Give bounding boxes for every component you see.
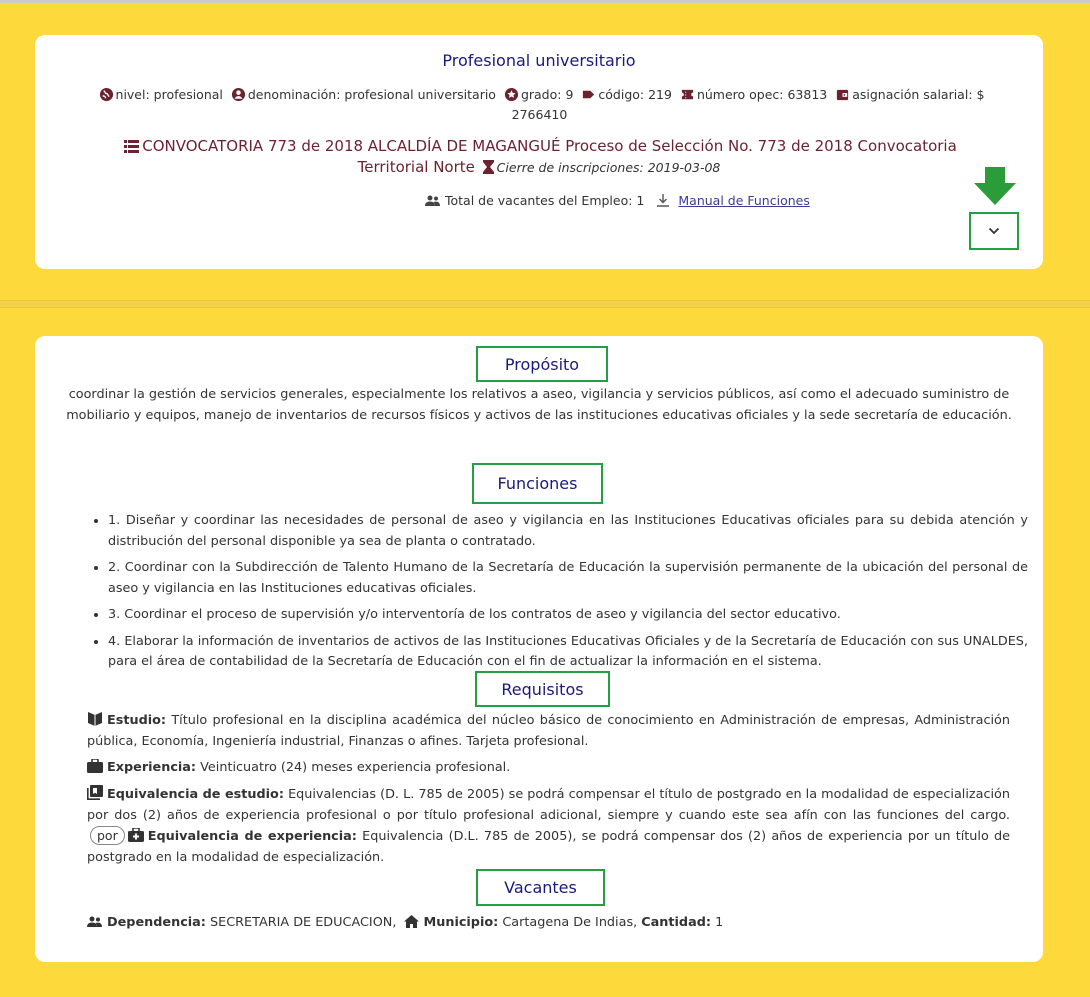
denominacion-text: denominación: profesional universitario xyxy=(247,87,496,102)
dependencia-text: SECRETARIA DE EDUCACION, xyxy=(210,915,397,930)
manual-funciones-link[interactable]: Manual de Funciones xyxy=(678,193,810,208)
download-icon xyxy=(656,193,670,207)
experiencia-row xyxy=(87,758,1010,779)
salario-text: asignación salarial: $ 2766410 xyxy=(511,87,985,122)
library-icon xyxy=(87,785,103,800)
vacantes-row xyxy=(87,913,1010,934)
por-badge: por xyxy=(90,826,125,845)
job-summary-card xyxy=(35,35,1043,269)
experiencia-text: Veinticuatro (24) meses experiencia profesional. xyxy=(200,760,511,775)
vacantes-heading: Vacantes xyxy=(476,869,605,906)
ticket-icon xyxy=(680,87,695,102)
list-item: • 2. Coordinar con la Subdirección de Talento Humano de la Secretaría de Educación la supervisión permanente de la ubicación del personal de aseo y vigilancia en las Instituciones educativas oficiales. xyxy=(108,558,1028,599)
users-icon xyxy=(425,195,441,207)
chevron-down-icon xyxy=(988,227,1000,235)
experiencia-label: Experiencia: xyxy=(107,760,197,775)
list-icon xyxy=(124,140,139,153)
hourglass-icon xyxy=(483,160,494,174)
list-item: • 1. Diseñar y coordinar las necesidades de personal de aseo y vigilancia en las Instituciones Educativas oficiales para su debida atención y distribución del personal disponible ya sea de planta o contratado. xyxy=(108,511,1028,552)
cantidad-label: Cantidad: xyxy=(641,915,711,930)
users-icon xyxy=(87,916,103,928)
vacantes-total-text: Total de vacantes del Empleo: 1 xyxy=(445,193,645,208)
codigo-text: código: 219 xyxy=(598,87,672,102)
convocatoria-block xyxy=(95,136,983,178)
book-icon xyxy=(87,712,103,726)
top-border xyxy=(0,0,1090,3)
funciones-heading: Funciones xyxy=(472,463,603,504)
grado-text: grado: 9 xyxy=(520,87,574,102)
cantidad-text: 1 xyxy=(715,915,724,930)
estudio-row xyxy=(87,711,1010,752)
dependencia-label: Dependencia: xyxy=(107,915,206,930)
requisitos-heading: Requisitos xyxy=(475,671,610,707)
estudio-label: Estudio: xyxy=(107,713,167,728)
proposito-heading: Propósito xyxy=(476,346,608,382)
eq-exp-text: Equivalencia (D.L. 785 de 2005), se podrá compensar dos (2) años de experiencia por un título de postgrado en la modalidad de especialización. xyxy=(87,829,1010,865)
section-separator xyxy=(0,300,1090,308)
eq-exp-label: Equivalencia de experiencia: xyxy=(147,829,357,844)
list-item: • 3. Coordinar el proceso de supervisión y/o interventoría de los contratos de aseo y vigilancia del sector educativo. xyxy=(108,605,1028,626)
home-icon xyxy=(404,915,419,928)
job-meta xyxy=(77,85,1002,125)
medical-bag-icon xyxy=(128,828,144,842)
vacantes-total-row xyxy=(425,193,810,208)
briefcase-icon xyxy=(87,759,103,773)
convocatoria-text: CONVOCATORIA 773 de 2018 ALCALDÍA DE MAGANGUÉ Proceso de Selección No. 773 de 2018 Convocatoria Territorial Norte xyxy=(142,137,957,176)
eq-estudio-text: Equivalencias (D. L. 785 de 2005) se podrá compensar el título de postgrado en la modalidad de especialización por dos (2) años de experiencia profesional o por título profesional adicional, siempre y cuando este sea afín con las funciones del cargo. xyxy=(87,787,1010,823)
municipio-label: Municipio: xyxy=(423,915,499,930)
user-circle-icon xyxy=(231,87,246,102)
wallet-icon xyxy=(835,87,850,102)
globe-icon xyxy=(99,87,114,102)
expand-toggle-button[interactable] xyxy=(969,212,1019,250)
list-item: • 4. Elaborar la información de inventarios de activos de las Instituciones Educativas Oficiales y de la Secretaría de Educación con sus UNALDES, para el área de contabilidad de la Secretaría de Educación con el fin de actualizar la información en el sistema. xyxy=(108,632,1028,673)
arrow-down-icon xyxy=(970,167,1020,207)
municipio-text: Cartagena De Indias, xyxy=(502,915,638,930)
cierre-text: Cierre de inscripciones: 2019-03-08 xyxy=(496,160,721,175)
job-detail-card xyxy=(35,336,1043,962)
estudio-text: Título profesional en la disciplina académica del núcleo básico de conocimiento en Administración de empresas, Administración pública, Economía, Ingeniería industrial, Finanzas o afines. Tarjeta profesional. xyxy=(87,713,1010,749)
proposito-text: coordinar la gestión de servicios generales, especialmente los relativos a aseo, vigilancia y servicios públicos, así como el adecuado suministro de mobiliario y equipos, manejo de inventarios de recursos físicos y activos de las instituciones educativas oficiales y la sede secretaría de educación. xyxy=(66,387,1012,423)
equivalencia-row xyxy=(87,785,1010,868)
tag-icon xyxy=(581,87,596,102)
star-icon xyxy=(504,87,519,102)
funciones-list xyxy=(90,511,1028,679)
eq-estudio-label: Equivalencia de estudio: xyxy=(107,787,284,802)
opec-text: número opec: 63813 xyxy=(696,87,828,102)
job-title: Profesional universitario xyxy=(442,51,636,70)
nivel-text: nivel: profesional xyxy=(115,87,223,102)
